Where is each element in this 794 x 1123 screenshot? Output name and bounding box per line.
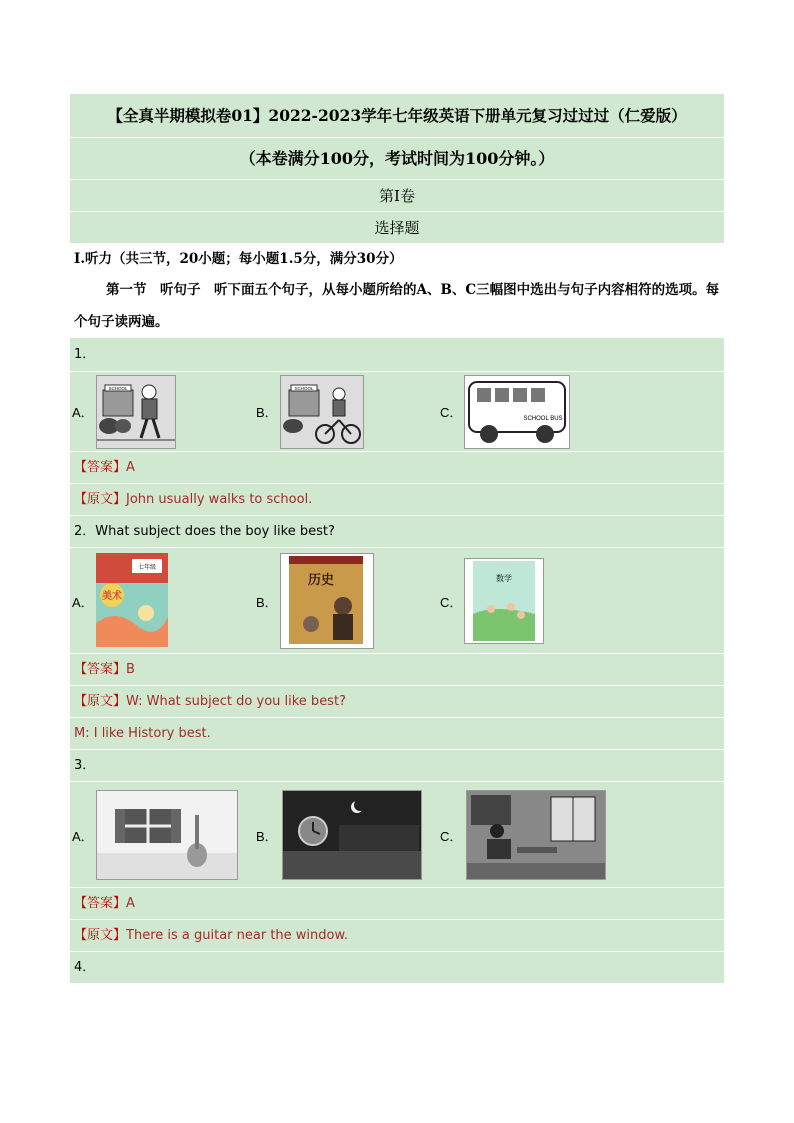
history-textbook-picture[interactable] [280,553,374,649]
question-3-number: 3． [70,750,724,782]
question-2-answer: 【答案】B [70,654,724,686]
option-a-label: A． [72,405,94,420]
question-2-number: 2．What subject does the boy like best? [70,516,724,548]
option-c[interactable]: C． [440,595,463,610]
question-1-number: 1． [70,338,724,372]
grade-text: 七年级 [137,564,157,571]
clock-at-night-picture[interactable] [282,790,422,880]
history-book-title: 历史 [307,573,335,588]
exam-page [70,94,724,984]
exam-title: 【全真半期模拟卷01】2022-2023学年七年级英语下册单元复习过过过（仁爱版） [70,94,724,138]
option-c[interactable]: C． [440,829,463,844]
question-2-options [70,548,724,654]
option-b[interactable] [256,402,282,421]
option-c[interactable] [440,402,466,421]
question-3-options [70,782,724,888]
question-1-options [70,372,724,452]
volume-heading: 第Ⅰ卷 [70,180,724,212]
school-bus-picture[interactable] [464,375,570,449]
question-3-answer: 【答案】A [70,888,724,920]
boy-walking-to-school-picture[interactable] [96,375,176,449]
art-book-title: 美术 [102,591,122,602]
option-c-label: C． [440,405,463,420]
option-a[interactable]: A． [72,829,94,844]
person-sitting-picture[interactable] [466,790,606,880]
question-3-original: 【原文】There is a guitar near the window. [70,920,724,952]
guitar-near-window-picture[interactable] [96,790,238,880]
question-4-number: 4． [70,952,724,984]
question-1-answer: 【答案】A [70,452,724,484]
option-a[interactable]: A． [72,595,94,610]
listening-heading: Ⅰ.听力（共三节，20小题；每小题1.5分，满分30分） [70,244,724,274]
option-a[interactable] [72,402,98,421]
school-sign-text: SCHOOL [108,386,128,391]
question-1-original: 【原文】John usually walks to school. [70,484,724,516]
math-textbook-picture[interactable] [464,558,544,644]
question-2-original: 【原文】W: What subject do you like best? [70,686,724,718]
math-book-title: 数学 [496,574,512,583]
boy-cycling-to-school-picture[interactable] [280,375,364,449]
question-2-original-extra: M: I like History best. [70,718,724,750]
option-b[interactable]: B． [256,829,278,844]
listening-instruction: 第一节 听句子 听下面五个句子，从每小题所给的A、B、C三幅图中选出与句子内容相符的选项。每个句子读两遍。 [70,274,724,338]
section-heading: 选择题 [70,212,724,244]
option-b[interactable]: B． [256,595,278,610]
bus-text: SCHOOL BUS [523,416,563,422]
art-textbook-picture[interactable] [96,553,168,647]
exam-subtitle: （本卷满分100分，考试时间为100分钟。） [70,138,724,180]
option-b-label: B． [256,405,278,420]
school-sign-text: SCHOOL [294,386,314,391]
